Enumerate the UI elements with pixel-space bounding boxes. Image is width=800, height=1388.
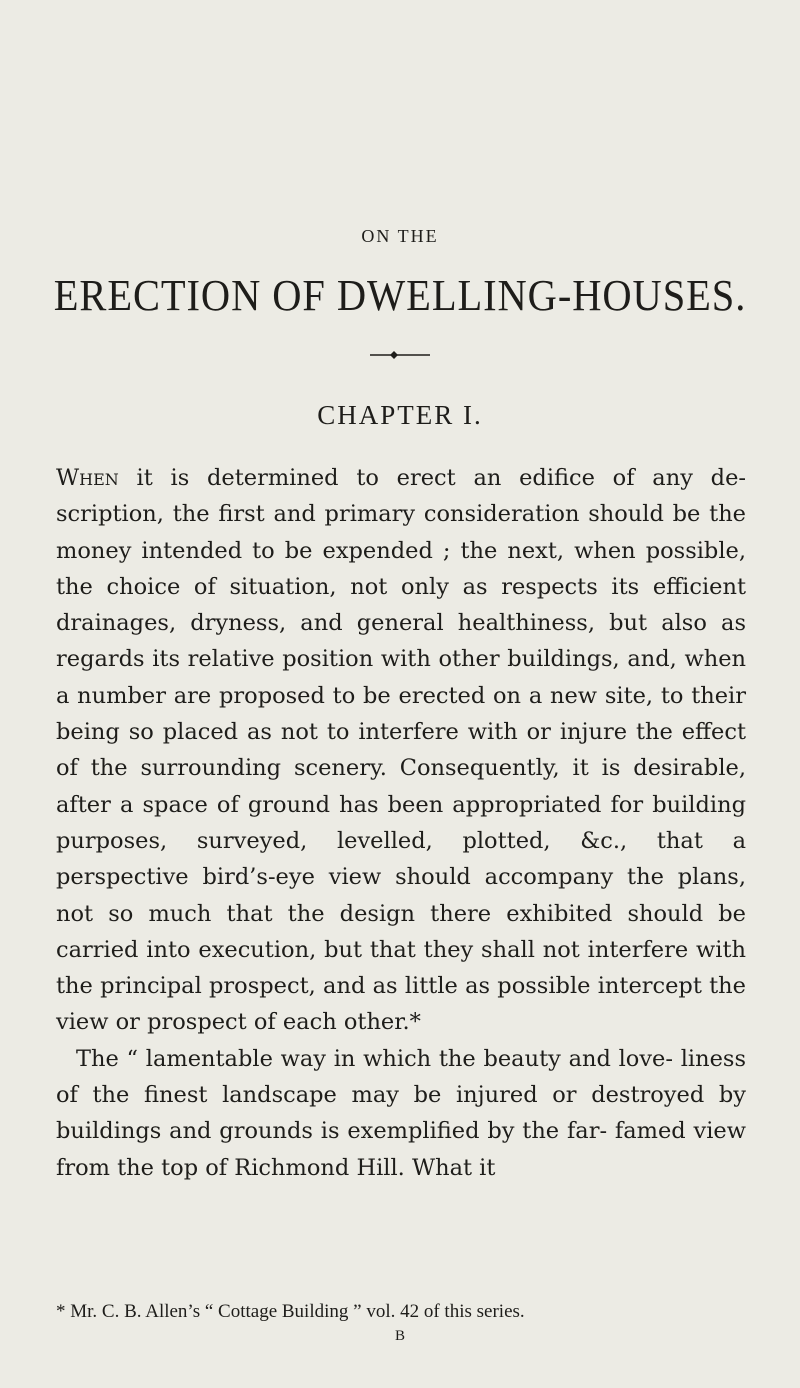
pre-title: ON THE [361,226,439,246]
paragraph-2: The “ lamentable way in which the beauty and love- liness of the finest landscape may be injured or destroyed by buildings and grounds is exemplified by the far- famed view from the top of Richmond Hill. What it [56,1045,746,1181]
title-rule-ornament [370,348,430,362]
body-text [56,460,746,1186]
footnote: * Mr. C. B. Allen’s “ Cottage Building ” vol. 42 of this series. [56,1301,525,1322]
paragraph-1-lead: When [56,465,119,491]
chapter-heading: CHAPTER I. [317,400,483,430]
page-title: ERECTION OF DWELLING-HOUSES. [53,271,747,320]
paragraph-1 [56,460,746,1041]
paragraph-1-text: it is determined to erect an edifice of any de- scription, the first and primary consideration should be the money intended to be expended ; the next, when possible, the choice of situation, not only as respects its efficient drainages, dryness, and general healthiness, but also as regards its relative position with other buildings, and, when a number are proposed to be erected on a new site, to their being so placed as not to interfere with or injure the effect of the surrounding scenery. Consequently, it is desirable, after a space of ground has been appropriated for building purposes, surveyed, levelled, plotted, &c., that a perspective bird’s-eye view should accompany the plans, not so much that the design there exhibited should be carried into execution, but that they shall not interfere with the principal prospect, and as little as possible intercept the view or prospect of each other.* [56,465,746,1036]
signature-mark: B [394,1328,405,1344]
